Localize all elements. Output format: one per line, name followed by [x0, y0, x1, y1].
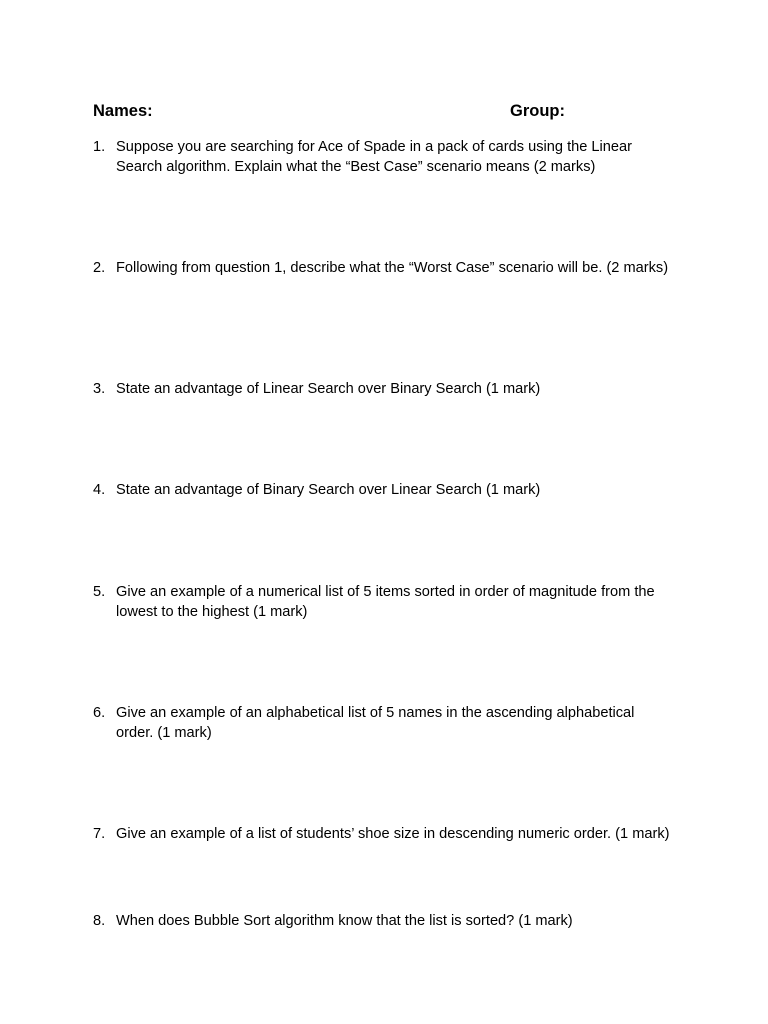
question-text: Give an example of a numerical list of 5 items sorted in order of magnitude from the lowest to the highest (1 mark) [116, 584, 655, 620]
question-text: Give an example of an alphabetical list of 5 names in the ascending alphabetical order. (1 mark) [116, 705, 635, 741]
question-8 [93, 912, 673, 932]
question-number: 2. [93, 260, 106, 276]
question-2 [93, 259, 673, 279]
question-number: 3. [93, 381, 106, 397]
names-label: Names: [93, 102, 153, 120]
question-3 [93, 380, 673, 400]
question-number: 8. [93, 913, 106, 929]
question-7 [93, 825, 673, 845]
question-text: Suppose you are searching for Ace of Spade in a pack of cards using the Linear Search algorithm. Explain what the “Best Case” scenario means (2 marks) [116, 139, 632, 175]
question-1 [93, 138, 673, 177]
question-number: 1. [93, 139, 106, 155]
question-text: When does Bubble Sort algorithm know that the list is sorted? (1 mark) [116, 913, 573, 929]
question-number: 5. [93, 584, 106, 600]
question-4 [93, 481, 673, 501]
question-text: State an advantage of Binary Search over Linear Search (1 mark) [116, 482, 541, 498]
question-5 [93, 583, 673, 622]
question-6 [93, 704, 673, 743]
question-number: 4. [93, 482, 106, 498]
question-text: Give an example of a list of students’ shoe size in descending numeric order. (1 mark) [116, 826, 670, 842]
question-text: State an advantage of Linear Search over Binary Search (1 mark) [116, 381, 541, 397]
question-number: 7. [93, 826, 106, 842]
question-text: Following from question 1, describe what the “Worst Case” scenario will be. (2 marks) [116, 260, 669, 276]
group-label: Group: [510, 102, 565, 120]
question-number: 6. [93, 705, 106, 721]
